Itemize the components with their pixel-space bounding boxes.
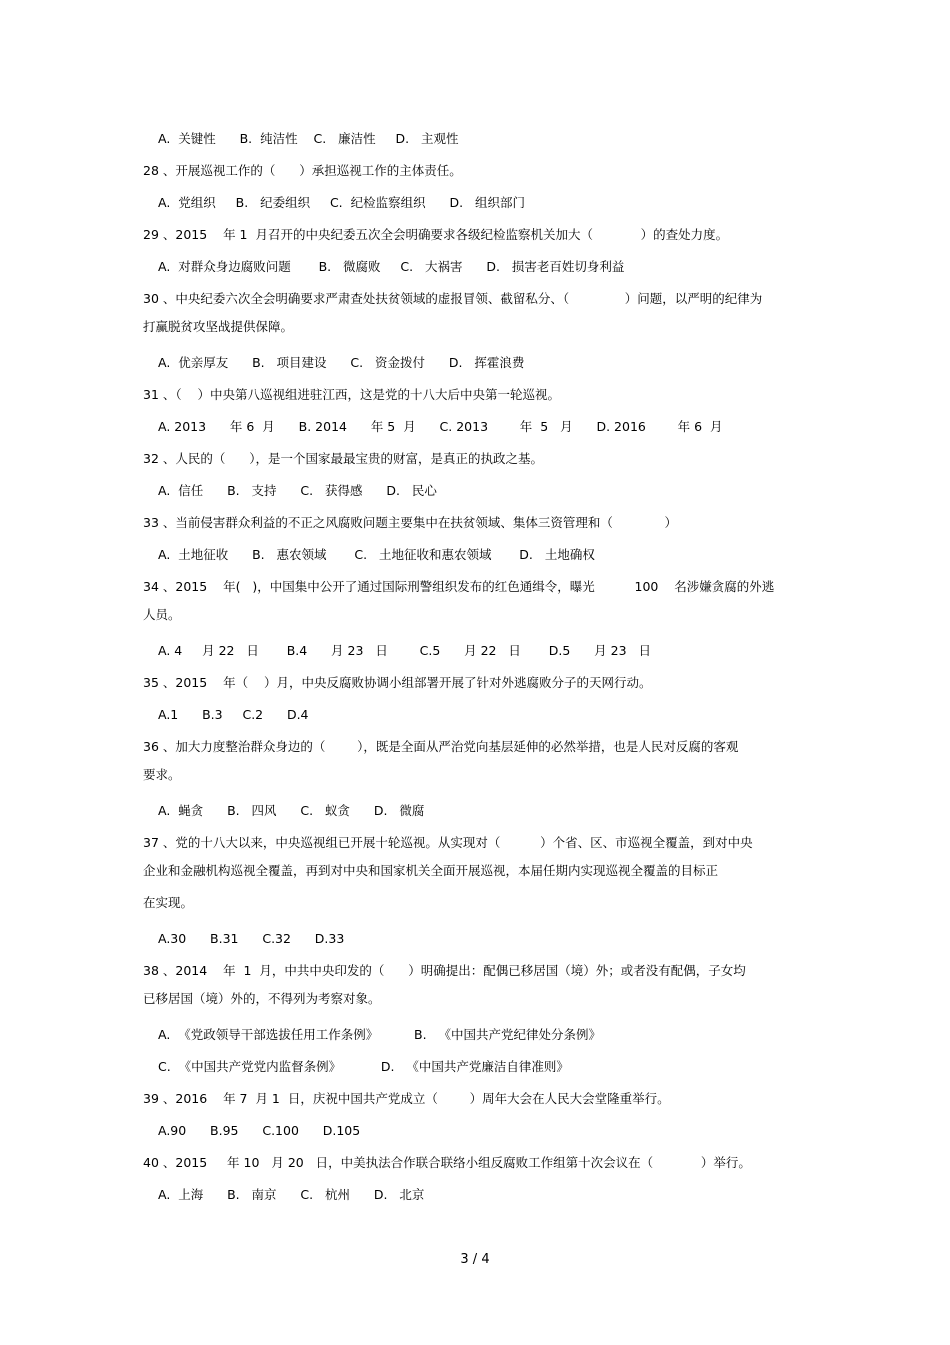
q36-question-line1: 36 、加大力度整治群众身边的（ ），既是全面从严治党向基层延伸的必然举措，也是人民对反腐的客观 [143, 739, 739, 754]
q36-question-line2: 要求。 [143, 767, 181, 782]
q29-question: 29 、2015 年 1 月召开的中央纪委五次全会明确要求各级纪检监察机关加大（ ）的查处力度。 [143, 227, 729, 242]
q32-question: 32 、人民的（ ），是一个国家最最宝贵的财富，是真正的执政之基。 [143, 451, 543, 466]
page-number: 3 / 4 [460, 1252, 490, 1267]
q38-question-line1: 38 、2014 年 1 月，中共中央印发的（ ）明确提出：配偶已移居国（境）外；或者没有配偶，子女均 [143, 963, 746, 978]
q38-options-cd: C. 《中国共产党党内监督条例》 D. 《中国共产党廉洁自律准则》 [158, 1059, 569, 1074]
q30-options: A. 优亲厚友 B. 项目建设 C. 资金拨付 D. 挥霍浪费 [158, 355, 525, 370]
q40-options: A. 上海 B. 南京 C. 杭州 D. 北京 [158, 1187, 425, 1202]
q27-options: A. 关键性 B. 纯洁性 C. 廉洁性 D. 主观性 [158, 131, 459, 146]
q30-question-line2: 打赢脱贫攻坚战提供保障。 [143, 319, 294, 334]
q35-options: A.1 B.3 C.2 D.4 [158, 707, 309, 722]
q37-question-line2: 企业和金融机构巡视全覆盖，再到对中央和国家机关全面开展巡视，本届任期内实现巡视全覆盖的目标正 [143, 863, 719, 878]
q36-options: A. 蝇贪 B. 四风 C. 蚁贪 D. 微腐 [158, 803, 425, 818]
q38-options-ab: A. 《党政领导干部选拔任用工作条例》 B. 《中国共产党纪律处分条例》 [158, 1027, 601, 1042]
q39-question: 39 、2016 年 7 月 1 日，庆祝中国共产党成立（ ）周年大会在人民大会堂隆重举行。 [143, 1091, 670, 1106]
q32-options: A. 信任 B. 支持 C. 获得感 D. 民心 [158, 483, 437, 498]
q38-question-line2: 已移居国（境）外的，不得列为考察对象。 [143, 991, 381, 1006]
q37-question-line1: 37 、党的十八大以来，中央巡视组已开展十轮巡视。从实现对（ ）个省、区、市巡视全覆盖，到对中央 [143, 835, 753, 850]
q34-question-line1: 34 、2015 年( )，中国集中公开了通过国际刑警组织发布的红色通缉令，曝光 100 名涉嫌贪腐的外逃 [143, 579, 775, 594]
q29-options: A. 对群众身边腐败问题 B. 微腐败 C. 大祸害 D. 损害老百姓切身利益 [158, 259, 625, 274]
q40-question: 40 、2015 年 10 月 20 日，中美执法合作联合联络小组反腐败工作组第十次会议在（ ）举行。 [143, 1155, 751, 1170]
q33-question: 33 、当前侵害群众利益的不正之风腐败问题主要集中在扶贫领域、集体三资管理和（ ） [143, 515, 678, 530]
q37-question-line3: 在实现。 [143, 895, 194, 910]
q31-options: A. 2013 年 6 月 B. 2014 年 5 月 C. 2013 年 5 月 D. 2016 年 6 月 [158, 419, 723, 434]
q33-options: A. 土地征收 B. 惠农领域 C. 土地征收和惠农领域 D. 土地确权 [158, 547, 595, 562]
q34-question-line2: 人员。 [143, 607, 181, 622]
q35-question: 35 、2015 年（ ）月，中央反腐败协调小组部署开展了针对外逃腐败分子的天网行动。 [143, 675, 652, 690]
q31-question: 31 、（ ）中央第八巡视组进驻江西，这是党的十八大后中央第一轮巡视。 [143, 387, 561, 402]
q28-options: A. 党组织 B. 纪委组织 C. 纪检监察组织 D. 组织部门 [158, 195, 525, 210]
q28-question: 28 、开展巡视工作的（ ）承担巡视工作的主体责任。 [143, 163, 462, 178]
q39-options: A.90 B.95 C.100 D.105 [158, 1123, 361, 1138]
q37-options: A.30 B.31 C.32 D.33 [158, 931, 345, 946]
q30-question-line1: 30 、中央纪委六次全会明确要求严肃查处扶贫领域的虚报冒领、截留私分、（ ）问题，以严明的纪律为 [143, 291, 763, 306]
q34-options: A. 4 月 22 日 B.4 月 23 日 C.5 月 22 日 D.5 月 23 日 [158, 643, 651, 658]
